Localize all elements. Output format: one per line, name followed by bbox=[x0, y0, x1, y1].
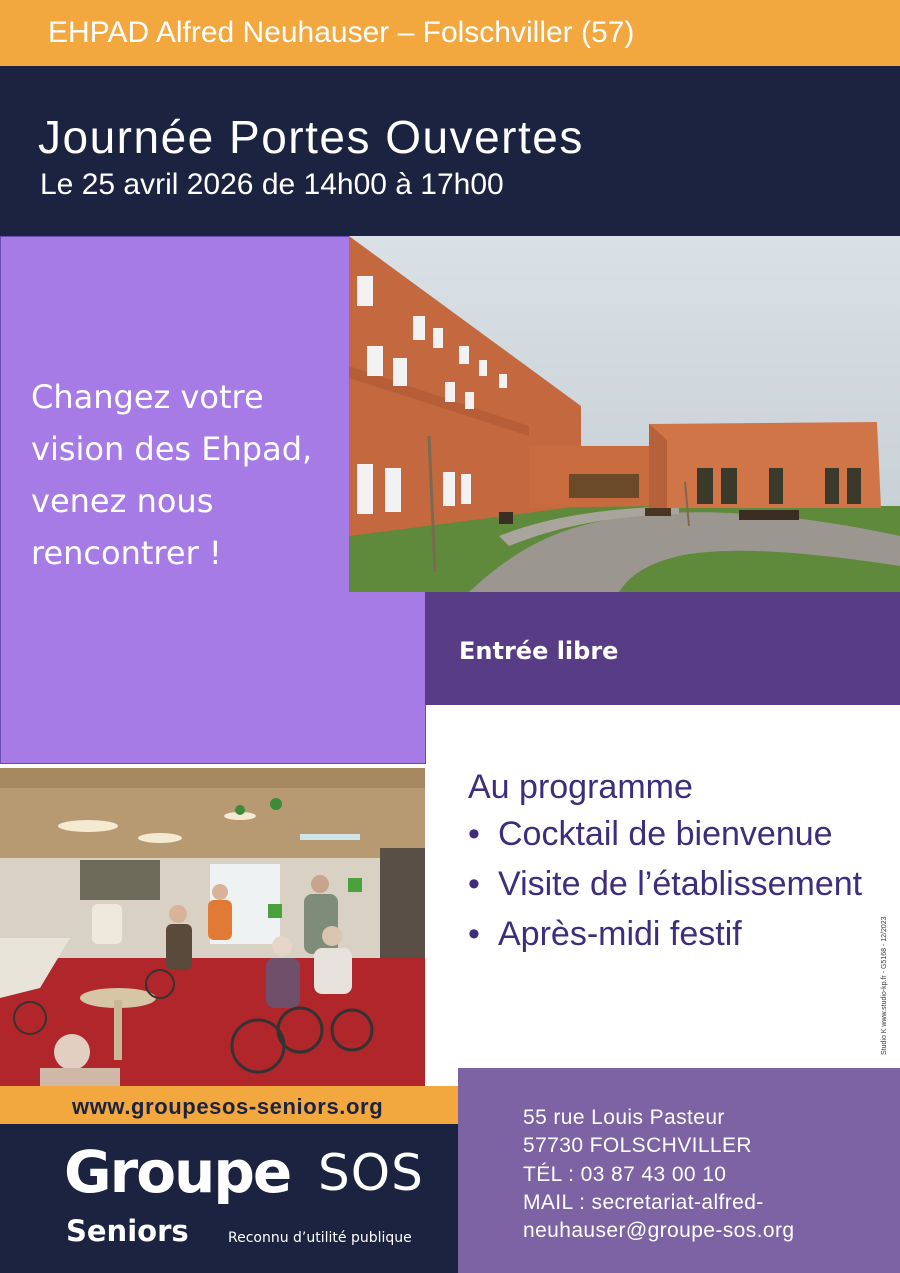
event-title: Journée Portes Ouvertes bbox=[38, 111, 584, 163]
programme-item-label: Visite de l’établissement bbox=[498, 865, 863, 903]
programme-heading: Au programme bbox=[468, 768, 693, 806]
programme-item bbox=[468, 815, 898, 865]
logo-sos-text: SOS bbox=[318, 1144, 424, 1202]
programme-item-label: Après-midi festif bbox=[498, 915, 742, 953]
residents-illustration bbox=[0, 768, 425, 1086]
entry-banner bbox=[425, 592, 900, 705]
contact-mail: MAIL : secretariat-alfred- bbox=[523, 1191, 764, 1214]
slogan-line: Changez votre bbox=[31, 378, 264, 416]
contact-city: 57730 FOLSCHVILLER bbox=[523, 1134, 752, 1157]
establishment-name: EHPAD Alfred Neuhauser – Folschviller (57) bbox=[48, 16, 635, 49]
bullet-icon: • bbox=[468, 865, 480, 903]
establishment-band bbox=[0, 0, 900, 66]
groupe-sos-logo bbox=[0, 1124, 490, 1273]
contact-box bbox=[458, 1068, 900, 1273]
logo-seniors-text: Seniors bbox=[66, 1214, 189, 1248]
slogan-line: rencontrer ! bbox=[31, 534, 222, 572]
website-band bbox=[0, 1086, 458, 1124]
bullet-icon: • bbox=[468, 915, 480, 953]
programme-item bbox=[468, 865, 898, 915]
programme-list bbox=[468, 815, 898, 965]
entry-label: Entrée libre bbox=[459, 637, 619, 665]
slogan-text bbox=[31, 371, 361, 579]
building-illustration bbox=[349, 236, 900, 592]
website-url[interactable]: www.groupesos-seniors.org bbox=[72, 1094, 384, 1119]
print-credit bbox=[867, 905, 888, 1065]
programme-item-label: Cocktail de bienvenue bbox=[498, 815, 833, 853]
logo-tagline: Reconnu d’utilité publique bbox=[228, 1230, 412, 1246]
event-header bbox=[0, 66, 900, 236]
bullet-icon: • bbox=[468, 815, 480, 853]
contact-mail-continued: neuhauser@groupe-sos.org bbox=[523, 1219, 795, 1242]
logo-groupe-text: Groupe bbox=[64, 1138, 291, 1206]
event-date: Le 25 avril 2026 de 14h00 à 17h00 bbox=[40, 168, 504, 201]
building-photo bbox=[349, 236, 900, 592]
programme-item bbox=[468, 915, 898, 965]
contact-address: 55 rue Louis Pasteur bbox=[523, 1106, 725, 1129]
programme-section bbox=[468, 768, 898, 965]
contact-phone: TÉL : 03 87 43 00 10 bbox=[523, 1163, 727, 1186]
slogan-line: vision des Ehpad, bbox=[31, 430, 313, 468]
residents-photo bbox=[0, 768, 425, 1086]
print-credit-text: Studio K www.studio-kp.fr - G5168 - 12/2023 bbox=[881, 916, 888, 1055]
slogan-line: venez nous bbox=[31, 482, 214, 520]
